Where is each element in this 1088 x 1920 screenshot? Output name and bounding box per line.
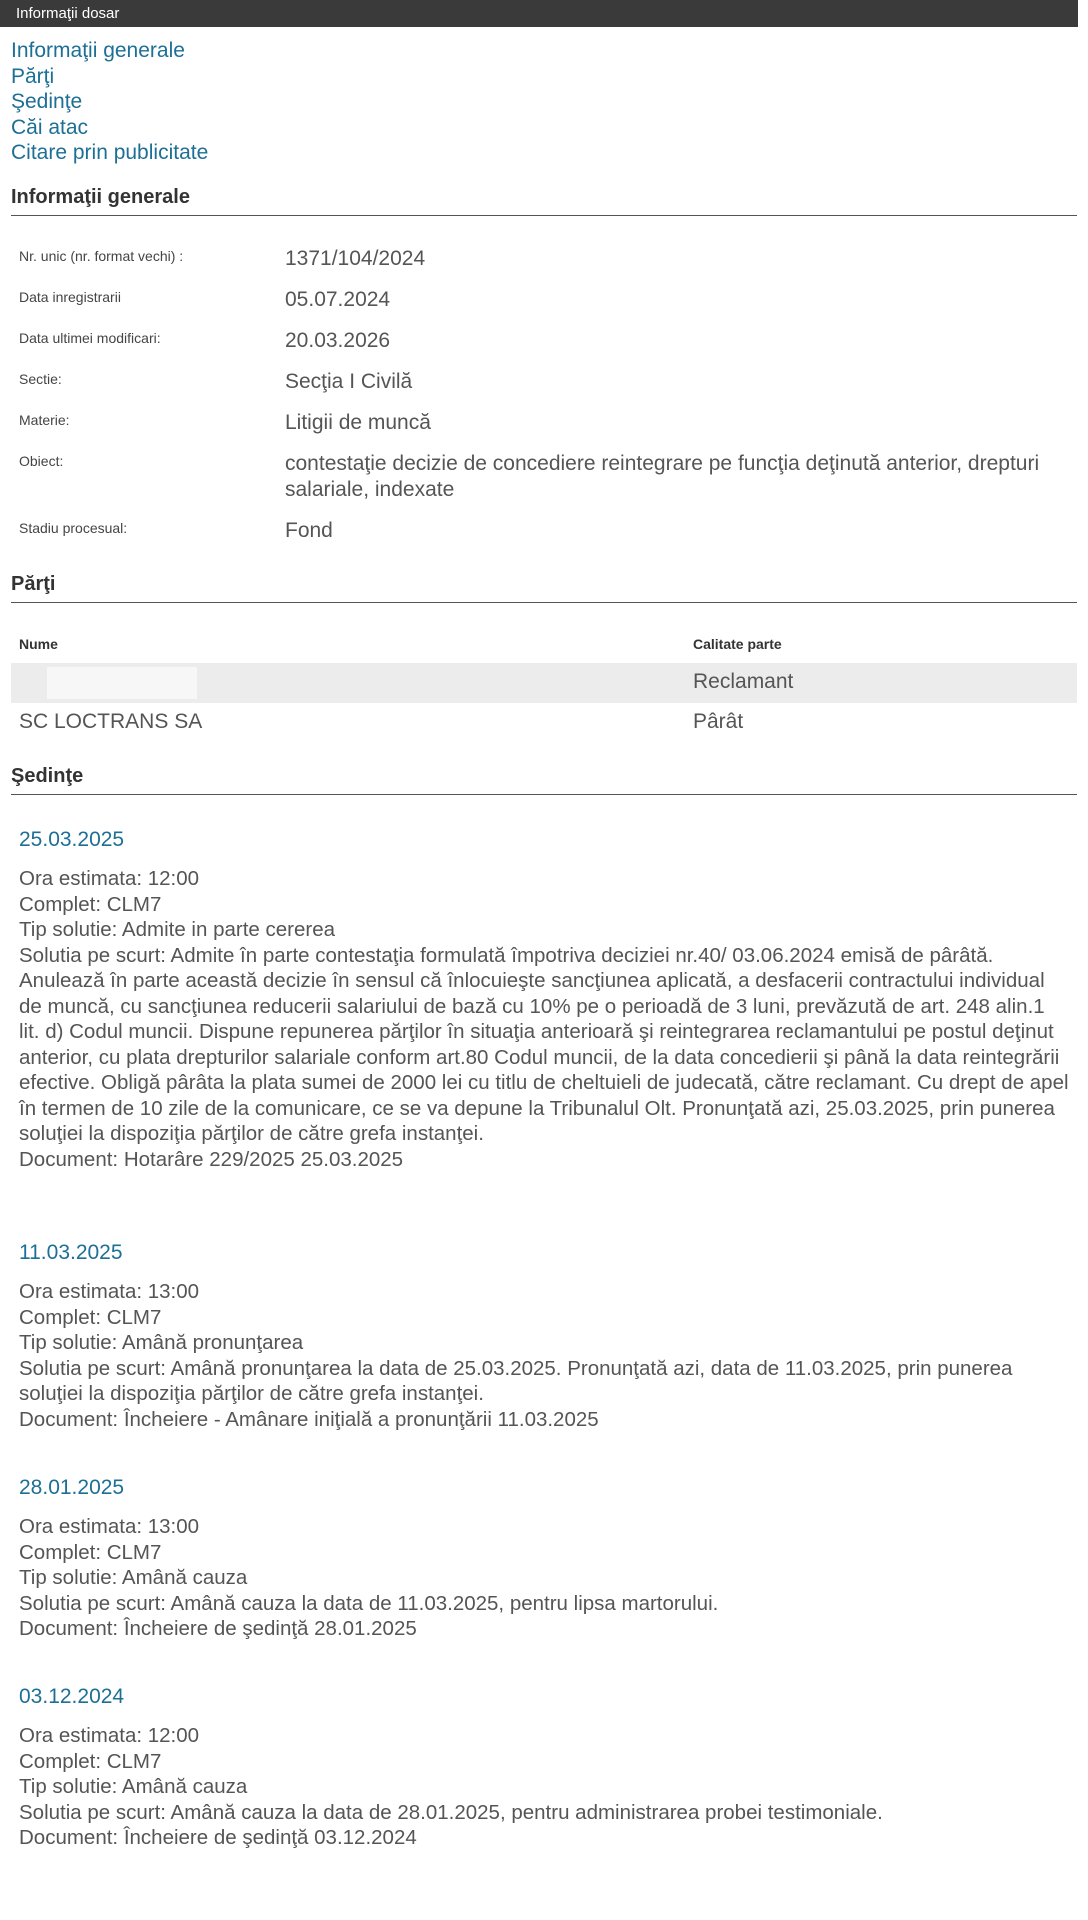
- table-row: [11, 663, 1077, 703]
- info-value: 20.03.2026: [285, 329, 391, 352]
- info-label: Nr. unic (nr. format vechi) :: [19, 248, 184, 264]
- party-role: Pârât: [693, 710, 744, 733]
- sedinte-section-title: Şedinţe: [11, 765, 1077, 795]
- hearing-solution-summary: Solutia pe scurt: Amână pronunţarea la data de 25.03.2025. Pronunţată azi, data de 11.03.2025, prin punerea soluţiei la dispoziţia părţilor de către grefa instanţei.: [19, 1356, 1013, 1405]
- hearing-time: Ora estimata: 13:00: [19, 1515, 200, 1538]
- hearing-document: Document: Hotarâre 229/2025 25.03.2025: [19, 1147, 404, 1171]
- info-value: Secţia I Civilă: [285, 370, 413, 393]
- parti-section-title: Părţi: [11, 573, 1077, 603]
- hearing-panel: Complet: CLM7: [19, 1749, 162, 1773]
- info-value: 1371/104/2024: [285, 247, 426, 270]
- info-value: Fond: [285, 519, 333, 542]
- info-value: 05.07.2024: [285, 288, 391, 311]
- hearing-date: 28.01.2025: [19, 1476, 125, 1499]
- hearing-date: 03.12.2024: [19, 1685, 125, 1708]
- hearing-document: Document: Încheiere de şedinţă 28.01.2025: [19, 1617, 417, 1640]
- hearing-solution-type: Tip solutie: Amână cauza: [19, 1775, 248, 1798]
- info-label: Stadiu procesual:: [19, 520, 128, 536]
- nav-link-citare-publicitate[interactable]: Citare prin publicitate: [11, 141, 209, 165]
- hearing-panel: Complet: CLM7: [19, 1305, 162, 1329]
- hearing-panel: Complet: CLM7: [19, 1540, 162, 1564]
- section-nav: [11, 38, 208, 166]
- party-role: Reclamant: [693, 670, 794, 693]
- parti-column-header-calitate: Calitate parte: [693, 636, 782, 652]
- general-section-title: Informaţii generale: [11, 186, 1077, 216]
- nav-link-informatii-generale[interactable]: Informaţii generale: [11, 39, 185, 62]
- info-label: Data ultimei modificari:: [19, 330, 161, 346]
- window-title: Informaţii dosar: [16, 5, 120, 22]
- hearing-solution-summary: Solutia pe scurt: Amână cauza la data de 28.01.2025, pentru administrarea probei testimoniale.: [19, 1800, 883, 1824]
- hearing-item: [19, 1476, 1069, 1642]
- hearing-time: Ora estimata: 12:00: [19, 1724, 200, 1747]
- redacted-name: [47, 667, 197, 699]
- info-label: Sectie:: [19, 371, 62, 387]
- hearing-date: 11.03.2025: [19, 1241, 123, 1264]
- hearing-date: 25.03.2025: [19, 828, 125, 851]
- nav-link-sedinte[interactable]: Şedinţe: [11, 90, 83, 114]
- info-label: Data inregistrarii: [19, 289, 121, 305]
- info-label: Materie:: [19, 412, 70, 428]
- hearing-item: [19, 1685, 1069, 1851]
- hearing-solution-type: Tip solutie: Admite in parte cererea: [19, 918, 336, 941]
- hearing-solution-type: Tip solutie: Amână pronunţarea: [19, 1331, 304, 1354]
- info-value: contestaţie decizie de concediere reintegrare pe funcţia deţinută anterior, drepturi salariale, indexate: [285, 452, 1040, 501]
- party-name: SC LOCTRANS SA: [19, 710, 203, 733]
- parti-column-header-nume: Nume: [19, 636, 58, 652]
- nav-link-parti[interactable]: Părţi: [11, 64, 55, 88]
- hearing-solution-type: Tip solutie: Amână cauza: [19, 1566, 248, 1589]
- hearing-document: Document: Încheiere - Amânare iniţială a pronunţării 11.03.2025: [19, 1407, 599, 1431]
- info-value: Litigii de muncă: [285, 411, 431, 434]
- hearing-item: [19, 828, 1069, 1172]
- hearing-document: Document: Încheiere de şedinţă 03.12.2024: [19, 1826, 417, 1849]
- window-title-bar: [0, 0, 1078, 27]
- info-label: Obiect:: [19, 453, 64, 469]
- hearing-solution-summary: Solutia pe scurt: Admite în parte contestaţia formulată împotriva deciziei nr.40/ 03.06.2024 emisă de pârâtă. Anulează în parte această decizie în sensul că înlocuieşte sancţiunea aplicată, a desfacerii contractului individual de muncă, cu sancţiunea reducerii salariului de bază cu 10% pe o perioadă de 3 luni, prevăzută de art. 248 alin.1 lit. d) Codul muncii. Dispune repunerea părţilor în situaţia anterioară şi reintegrarea reclamantului pe postul deţinut anterior, cu plata drepturilor salariale conform art.80 Codul muncii, de la data concedierii şi până la data reintegrării efective. Obligă pârâta la plata sumei de 2000 lei cu titlu de cheltuieli de judecată, către reclamant. Cu drept de apel în termen de 10 zile de la comunicare, ce se va depune la Tribunalul Olt. Pronunţată azi, 25.03.2025, prin punerea soluţiei la dispoziţia părţilor de către grefa instanţei.: [19, 943, 1069, 1145]
- hearing-item: [19, 1241, 1069, 1432]
- nav-link-cai-atac[interactable]: Căi atac: [11, 115, 89, 139]
- hearing-panel: Complet: CLM7: [19, 892, 162, 916]
- hearing-solution-summary: Solutia pe scurt: Amână cauza la data de 11.03.2025, pentru lipsa martorului.: [19, 1591, 719, 1615]
- hearing-time: Ora estimata: 13:00: [19, 1280, 200, 1303]
- table-row: [11, 703, 1077, 743]
- hearing-time: Ora estimata: 12:00: [19, 867, 200, 890]
